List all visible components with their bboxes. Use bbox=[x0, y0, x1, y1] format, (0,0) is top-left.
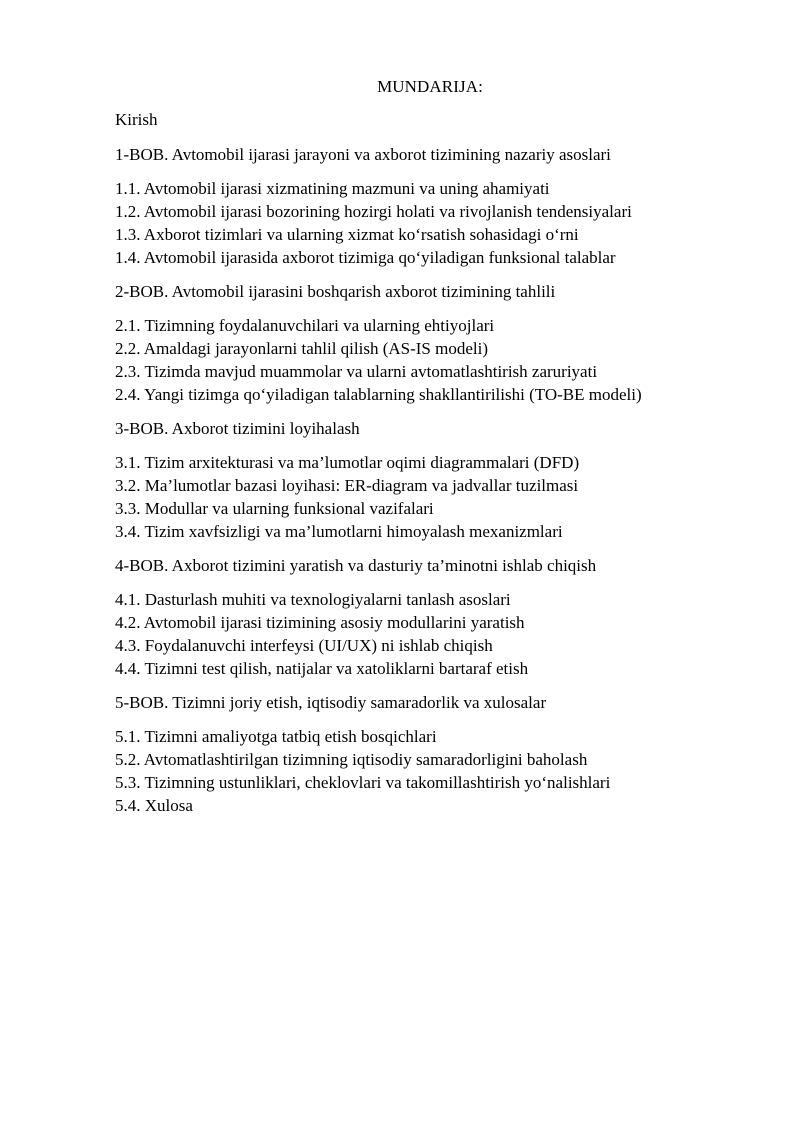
toc-item-2-2: 2.2. Amaldagi jarayonlarni tahlil qilish (AS-IS modeli) bbox=[115, 339, 488, 358]
chapter-3-sections bbox=[115, 451, 775, 543]
toc-item-4-4: 4.4. Tizimni test qilish, natijalar va xatoliklarni bartaraf etish bbox=[115, 659, 529, 678]
toc-item-4-2: 4.2. Avtomobil ijarasi tizimining asosiy modullarini yaratish bbox=[115, 613, 525, 632]
chapter-2-heading: 2-BOB. Avtomobil ijarasini boshqarish axborot tizimining tahlili bbox=[115, 282, 556, 301]
chapter-3-heading: 3-BOB. Axborot tizimini loyihalash bbox=[115, 419, 360, 438]
chapter-5-sections bbox=[115, 725, 775, 817]
chapter-4-heading: 4-BOB. Axborot tizimini yaratish va dasturiy ta’minotni ishlab chiqish bbox=[115, 556, 597, 575]
table-of-contents bbox=[115, 108, 775, 828]
page-title: MUNDARIJA: bbox=[377, 77, 483, 96]
chapter-5-heading: 5-BOB. Tizimni joriy etish, iqtisodiy samaradorlik va xulosalar bbox=[115, 693, 547, 712]
toc-item-5-4: 5.4. Xulosa bbox=[115, 796, 193, 815]
toc-item-1-3: 1.3. Axborot tizimlari va ularning xizmat ko‘rsatish sohasidagi o‘rni bbox=[115, 225, 579, 244]
chapter-2-sections bbox=[115, 314, 775, 406]
toc-item-3-4: 3.4. Tizim xavfsizligi va ma’lumotlarni himoyalash mexanizmlari bbox=[115, 522, 563, 541]
toc-item-5-1: 5.1. Tizimni amaliyotga tatbiq etish bosqichlari bbox=[115, 727, 437, 746]
toc-item-3-2: 3.2. Ma’lumotlar bazasi loyihasi: ER-diagram va jadvallar tuzilmasi bbox=[115, 476, 579, 495]
toc-item-3-3: 3.3. Modullar va ularning funksional vazifalari bbox=[115, 499, 434, 518]
chapter-1-sections bbox=[115, 177, 775, 269]
toc-item-3-1: 3.1. Tizim arxitekturasi va ma’lumotlar oqimi diagrammalari (DFD) bbox=[115, 453, 580, 472]
toc-item-1-1: 1.1. Avtomobil ijarasi xizmatining mazmuni va uning ahamiyati bbox=[115, 179, 550, 198]
toc-item-5-2: 5.2. Avtomatlashtirilgan tizimning iqtisodiy samaradorligini baholash bbox=[115, 750, 588, 769]
chapter-4-sections bbox=[115, 588, 775, 680]
toc-item-4-1: 4.1. Dasturlash muhiti va texnologiyalarni tanlash asoslari bbox=[115, 590, 511, 609]
toc-item-5-3: 5.3. Tizimning ustunliklari, cheklovlari va takomillashtirish yo‘nalishlari bbox=[115, 773, 611, 792]
toc-item-1-2: 1.2. Avtomobil ijarasi bozorining hozirgi holati va rivojlanish tendensiyalari bbox=[115, 202, 632, 221]
toc-item-1-4: 1.4. Avtomobil ijarasida axborot tizimiga qo‘yiladigan funksional talablar bbox=[115, 248, 616, 267]
toc-intro: Kirish bbox=[115, 110, 158, 129]
toc-item-4-3: 4.3. Foydalanuvchi interfeysi (UI/UX) ni ishlab chiqish bbox=[115, 636, 493, 655]
toc-item-2-1: 2.1. Tizimning foydalanuvchilari va ularning ehtiyojlari bbox=[115, 316, 495, 335]
toc-item-2-4: 2.4. Yangi tizimga qo‘yiladigan talablarning shakllantirilishi (TO-BE modeli) bbox=[115, 385, 642, 404]
chapter-1-heading: 1-BOB. Avtomobil ijarasi jarayoni va axborot tizimining nazariy asoslari bbox=[115, 145, 611, 164]
toc-item-2-3: 2.3. Tizimda mavjud muammolar va ularni avtomatlashtirish zaruriyati bbox=[115, 362, 598, 381]
